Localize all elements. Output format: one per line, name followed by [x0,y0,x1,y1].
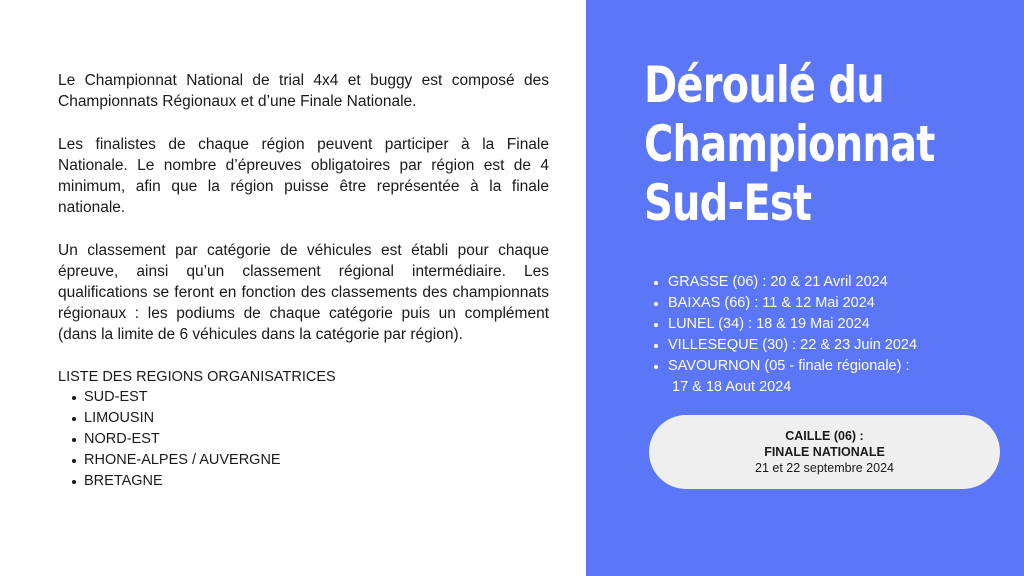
schedule-panel [586,0,1024,576]
event-item [652,293,1012,314]
ranking-paragraph: Un classement par catégorie de véhicules est établi pour chaque épreuve, ainsi qu’un classement régional intermédiaire. Les qualifications se feront en fonction des classements des championnats régionaux : les podiums de chaque catégorie puis un complément (dans la limite de 6 véhicules dans la catégorie par région). [58,242,549,343]
region-item: NORD-EST [72,429,549,450]
region-item: SUD-EST [72,387,549,408]
intro-paragraph: Le Championnat National de trial 4x4 et buggy est composé des Championnats Régionaux et d’une Finale Nationale. [58,72,549,110]
event-item [652,314,1012,335]
regions-list [58,387,549,492]
region-item: LIMOUSIN [72,408,549,429]
event-line: GRASSE (06) : 20 & 21 Avril 2024 [668,274,888,290]
event-line: LUNEL (34) : 18 & 19 Mai 2024 [668,316,870,332]
event-line: SAVOURNON (05 - finale régionale) : [668,358,910,374]
events-list [652,272,1012,398]
finale-badge [649,415,1000,489]
event-item [652,272,1012,293]
event-item [652,356,1012,398]
region-item: RHONE-ALPES / AUVERGNE [72,450,549,471]
event-line: BAIXAS (66) : 11 & 12 Mai 2024 [668,295,875,311]
regions-title: LISTE DES REGIONS ORGANISATRICES [58,369,336,385]
intro-column [58,70,549,492]
finale-place: CAILLE (06) : [785,428,864,443]
finale-dates: 21 et 22 septembre 2024 [755,460,894,475]
region-item: BRETAGNE [72,471,549,492]
finale-title: FINALE NATIONALE [764,444,885,459]
schedule-heading: Déroulé du Championnat Sud-Est [644,56,935,232]
event-line-continued: 17 & 18 Aout 2024 [672,379,792,395]
event-line: VILLESEQUE (30) : 22 & 23 Juin 2024 [668,337,918,353]
event-item [652,335,1012,356]
finalists-paragraph: Les finalistes de chaque région peuvent participer à la Finale Nationale. Le nombre d’épreuves obligatoires par région est de 4 minimum, afin que la région puisse être représentée à la finale nationale. [58,136,549,216]
